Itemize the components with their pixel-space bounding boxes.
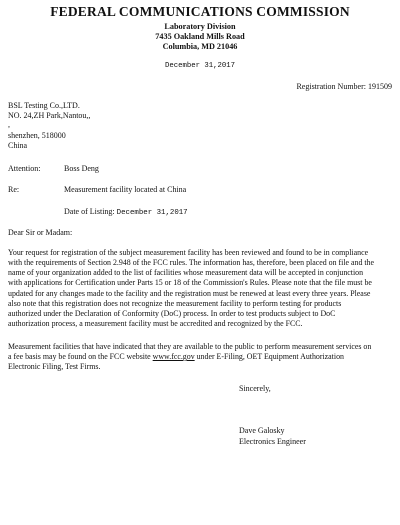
body-text: a fee basis may be found on the FCC website bbox=[8, 352, 153, 362]
closing-sincerely: Sincerely, bbox=[239, 384, 271, 393]
fcc-website-link[interactable]: www.fcc.gov bbox=[152, 352, 195, 362]
recipient-address-line1: NO. 24,ZH Park,Nantou,, bbox=[8, 111, 91, 120]
re-label: Re: bbox=[8, 185, 20, 194]
recipient-city: shenzhen, 518000 bbox=[8, 131, 66, 140]
signer-name: Dave Galosky bbox=[239, 426, 285, 435]
body-paragraph-2 bbox=[8, 342, 394, 372]
date-of-listing bbox=[64, 207, 188, 218]
body-line: authorized under the Declaration of Conformity (DoC) process. In order to test products subject to DoC bbox=[8, 308, 336, 318]
body-paragraph-1 bbox=[8, 248, 394, 329]
recipient-address-comma: , bbox=[8, 120, 10, 129]
body-line: with the requirements of Section 2.948 of the FCC rules. The information has, therefore, been placed on file and the bbox=[8, 258, 375, 268]
body-line: also note that this registration does not recognize the measurement facility to perform testing for products bbox=[8, 298, 342, 308]
body-line: Electronic Filing, Test Firms. bbox=[8, 362, 101, 372]
city-address: Columbia, MD 21046 bbox=[162, 42, 238, 51]
division-name: Laboratory Division bbox=[164, 22, 236, 31]
body-line: with applications for Certification under Parts 15 or 18 of the Commission's Rules. Please note that the file must be bbox=[8, 278, 372, 288]
body-text: under E-Filing, OET Equipment Authorization bbox=[194, 352, 344, 362]
listing-date: December 31,2017 bbox=[116, 209, 188, 217]
attention-label: Attention: bbox=[8, 164, 41, 173]
recipient-name: BSL Testing Co.,LTD. bbox=[8, 101, 80, 110]
body-line: updated for any changes made to the facility and the registration must be renewed at least every three years. Please bbox=[8, 288, 371, 298]
signer-title: Electronics Engineer bbox=[239, 437, 306, 446]
letter-date: December 31,2017 bbox=[164, 62, 236, 70]
body-line: Measurement facilities that have indicated that they are available to the public to perform measurement services on bbox=[8, 342, 372, 351]
re-value: Measurement facility located at China bbox=[64, 185, 187, 194]
registration-number: Registration Number: 191509 bbox=[296, 82, 392, 91]
recipient-country: China bbox=[8, 141, 28, 150]
agency-title: FEDERAL COMMUNICATIONS COMMISSION bbox=[50, 4, 350, 19]
body-line: name of your organization added to the list of facilities whose measurement data will be accepted in conjunction bbox=[8, 268, 364, 278]
body-line bbox=[8, 352, 394, 362]
salutation: Dear Sir or Madam: bbox=[8, 228, 73, 237]
body-line: authorization process, a measurement facility must be accredited and recognized by the FCC. bbox=[8, 319, 303, 329]
attention-value: Boss Deng bbox=[64, 164, 99, 173]
body-line: Your request for registration of the subject measurement facility has been reviewed and found to be in compliance bbox=[8, 248, 369, 257]
street-address: 7435 Oakland Mills Road bbox=[155, 32, 245, 41]
listing-label: Date of Listing: bbox=[64, 207, 115, 216]
